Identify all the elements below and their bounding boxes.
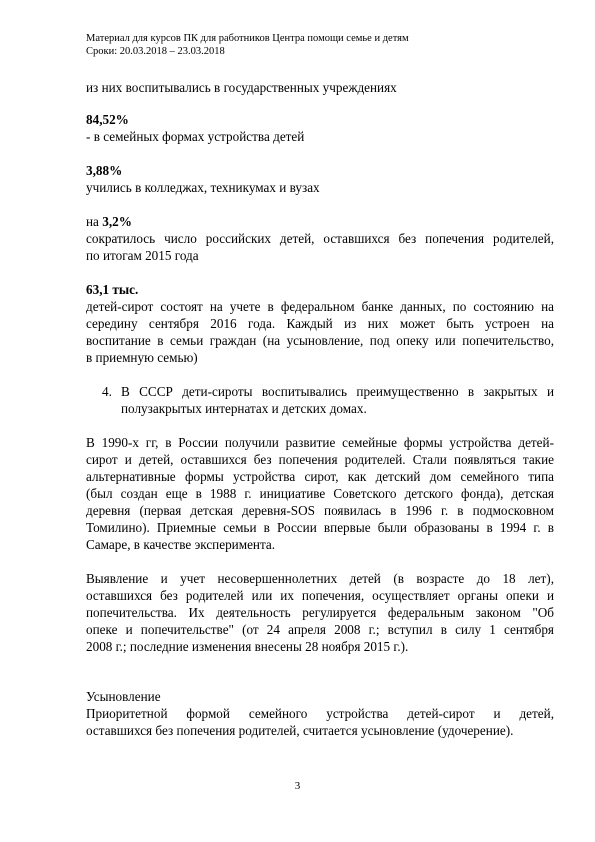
text-line: воспитание в семьи граждан (на усыновление, под опеку или попечительство, (86, 333, 554, 348)
text-line: альтернативные формы устройства сирот, как детский дом семейного типа (86, 469, 554, 484)
stat-text-3-88: учились в колледжах, техникумах и вузах (86, 180, 320, 195)
text-line: деревня (первая детская деревня-SOS появилась в 1996 г. в подмосковном (86, 503, 554, 518)
page-header (86, 32, 409, 58)
stat-heading-3-2 (86, 213, 554, 230)
stat-text-63-1 (86, 298, 554, 366)
text-line: Томилино). Приемные семьи в России впервые были образованы в 1994 г. в (86, 520, 554, 535)
text-line: полузакрытых интернатах и детских домах. (121, 401, 367, 416)
list-item-number: 4. (102, 384, 112, 399)
text-line: Выявление и учет несовершеннолетних детей (в возрасте до 18 лет), (86, 571, 554, 586)
stat-prefix: на (86, 214, 103, 229)
section-heading: Усыновление (86, 689, 161, 704)
text-line: детей-сирот состоят на учете в федеральном банке данных, по состоянию на (86, 299, 554, 314)
section-adoption (86, 688, 554, 739)
text-line: В 1990-х гг, в России получили развитие семейные формы устройства детей- (86, 435, 554, 450)
text-line: в приемную семью) (86, 350, 198, 365)
header-course-title: Материал для курсов ПК для работников Центра помощи семье и детям (86, 33, 409, 44)
text-line: по итогам 2015 года (86, 248, 199, 263)
stat-text-84: - в семейных формах устройства детей (86, 129, 305, 144)
text-line: опеке и попечительстве" (от 24 апреля 2008 г.; вступил в силу 1 сентября (86, 622, 554, 637)
text-line: попечительства. Их деятельность регулируется федеральным законом "Об (86, 605, 554, 620)
stat-text-3-2 (86, 230, 554, 264)
text-line: Приоритетной формой семейного устройства детей-сирот и детей, (86, 706, 554, 721)
text-line: оставшихся без родителей или их попечения, осуществляет органы опеки и (86, 588, 554, 603)
list-item-text (121, 383, 554, 417)
header-dates: Сроки: 20.03.2018 – 23.03.2018 (86, 46, 225, 57)
stat-value-3-2: 3,2% (102, 214, 132, 229)
text-line: Самаре, в качестве эксперимента. (86, 537, 276, 552)
text-line: 2008 г.; последние изменения внесены 28 ноября 2015 г.). (86, 639, 409, 654)
paragraph-guardianship (86, 570, 554, 655)
intro-line: из них воспитывались в государственных учреждениях (86, 80, 397, 95)
stat-value-84: 84,52% (86, 112, 129, 127)
text-line: оставшихся без попечения родителей, считается усыновление (удочерение). (86, 723, 514, 738)
text-line: сократилось число российских детей, оставшихся без попечения родителей, (86, 231, 554, 246)
stat-value-3-88: 3,88% (86, 163, 123, 178)
page-number: 3 (294, 780, 301, 792)
text-line: середину сентября 2016 года. Каждый из них может быть устроен на (86, 316, 554, 331)
text-line: (был создан еще в 1988 г. инициативе Советского детского фонда), детская (86, 486, 554, 501)
paragraph-1990s (86, 434, 554, 553)
text-line: сирот и детей, оставшихся без попечения родителей. Стали появляться такие (86, 452, 554, 467)
stat-value-63-1: 63,1 тыс. (86, 282, 139, 297)
text-line: В СССР дети-сироты воспитывались преимущественно в закрытых и (121, 384, 554, 399)
